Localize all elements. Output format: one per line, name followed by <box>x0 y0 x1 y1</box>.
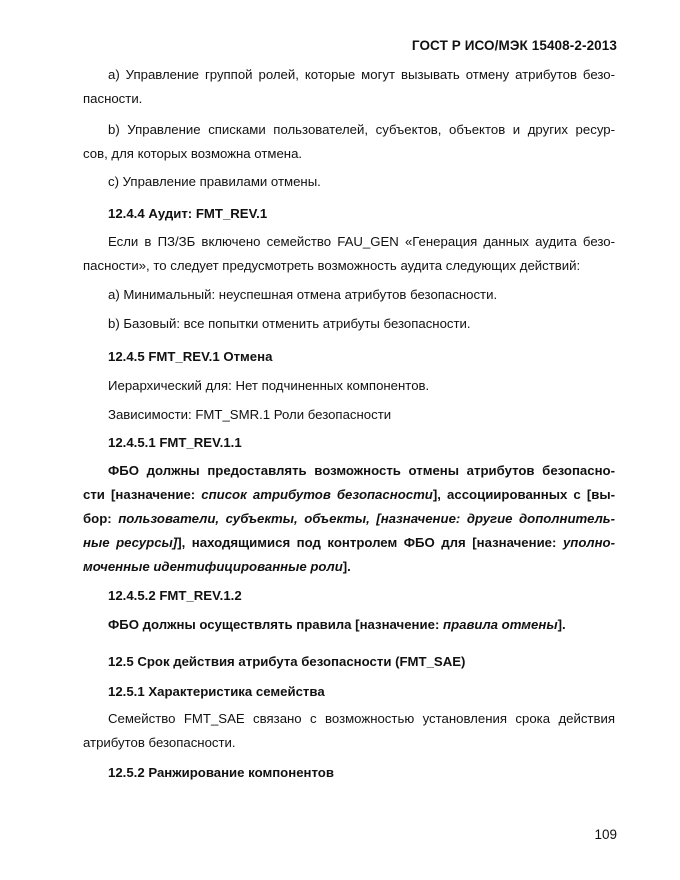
paragraph-b-line1: b) Управление списками пользователей, субъектов, объектов и других ресур- <box>108 122 615 137</box>
rev12-text: ФБО должны осуществлять правила [назначение: правила отмены]. <box>108 617 566 632</box>
heading-12-5-2: 12.5.2 Ранжирование компонентов <box>108 765 334 780</box>
heading-12-4-5-2: 12.4.5.2 FMT_REV.1.2 <box>108 588 242 603</box>
paragraph-a-line1: a) Управление группой ролей, которые могут вызывать отмену атрибутов безо- <box>108 67 615 82</box>
audit-paragraph-line1: Если в ПЗ/ЗБ включено семейство FAU_GEN «Генерация данных аудита безо- <box>108 234 615 249</box>
rev11-line1: ФБО должны предоставлять возможность отмены атрибутов безопасно- <box>108 463 615 478</box>
rev11-line3: бор: пользователи, субъекты, объекты, [назначение: другие дополнитель- <box>83 511 615 526</box>
rev11-line5: моченные идентифицированные роли]. <box>83 559 351 574</box>
paragraph-b-line2: сов, для которых возможна отмена. <box>83 146 303 161</box>
heading-12-4-5: 12.4.5 FMT_REV.1 Отмена <box>108 349 273 364</box>
sae-paragraph-line1: Семейство FMT_SAE связано с возможностью установления срока действия <box>108 711 615 726</box>
rev11-line4: ные ресурсы]], находящимися под контролем ФБО для [назначение: уполно- <box>83 535 615 550</box>
heading-12-5-1: 12.5.1 Характеристика семейства <box>108 684 325 699</box>
audit-basic: b) Базовый: все попытки отменить атрибуты безопасности. <box>108 316 471 331</box>
hierarchy-text: Иерархический для: Нет подчиненных компонентов. <box>108 378 430 393</box>
heading-12-4-5-1: 12.4.5.1 FMT_REV.1.1 <box>108 435 242 450</box>
audit-minimal: a) Минимальный: неуспешная отмена атрибутов безопасности. <box>108 287 498 302</box>
sae-paragraph-line2: атрибутов безопасности. <box>83 735 236 750</box>
heading-12-5: 12.5 Срок действия атрибута безопасности (FMT_SAE) <box>108 654 466 669</box>
rev11-line2: сти [назначение: список атрибутов безопасности], ассоциированных с [вы- <box>83 487 615 502</box>
page-number: 109 <box>594 827 617 842</box>
dependencies-text: Зависимости: FMT_SMR.1 Роли безопасности <box>108 407 392 422</box>
paragraph-a-line2: пасности. <box>83 91 143 106</box>
document-header: ГОСТ Р ИСО/МЭК 15408-2-2013 <box>411 38 617 53</box>
audit-paragraph-line2: пасности», то следует предусмотреть возможность аудита следующих действий: <box>83 258 581 273</box>
paragraph-c: c) Управление правилами отмены. <box>108 174 321 189</box>
heading-12-4-4: 12.4.4 Аудит: FMT_REV.1 <box>108 206 268 221</box>
